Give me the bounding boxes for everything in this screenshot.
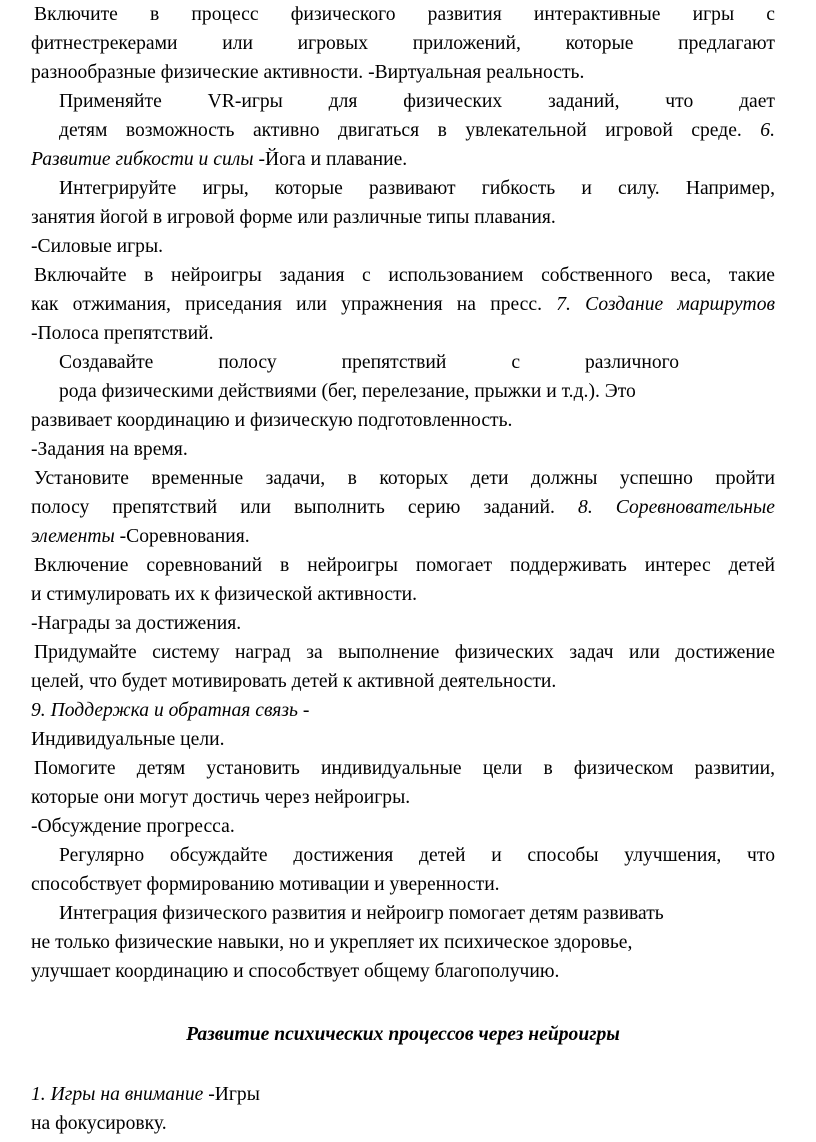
text-line	[34, 464, 775, 493]
text-segment: Включите в процесс физического развития интерактивные игры с	[34, 4, 775, 25]
text-segment: -Обсуждение прогресса.	[31, 816, 235, 837]
text-segment: Придумайте систему наград за выполнение физических задач или достижение	[34, 642, 775, 663]
text-line	[31, 1109, 775, 1138]
text-segment: занятия йогой в игровой форме или различные типы плавания.	[31, 207, 556, 228]
text-segment: -Соревнования.	[114, 526, 250, 547]
text-segment: на фокусировку.	[31, 1113, 167, 1134]
text-line	[31, 203, 775, 232]
text-segment: -Силовые игры.	[31, 236, 164, 257]
text-line	[59, 348, 679, 377]
italic-text: 8. Соревновательные	[578, 497, 775, 518]
text-segment: Интеграция физического развития и нейроигр помогает детям развивать	[59, 903, 664, 924]
text-segment: Включение соревнований в нейроигры помогает поддерживать интерес детей	[34, 555, 775, 576]
text-line	[31, 493, 775, 522]
text-segment: улучшает координацию и способствует общему благополучию.	[31, 961, 560, 982]
text-line	[59, 87, 775, 116]
italic-text: 7. Создание маршрутов	[556, 294, 775, 315]
text-segment: Регулярно обсуждайте достижения детей и способы улучшения, что	[59, 845, 775, 866]
text-segment: и стимулировать их к физической активности.	[31, 584, 418, 605]
text-line	[31, 406, 775, 435]
text-line	[31, 725, 775, 754]
text-line	[31, 580, 775, 609]
text-line	[31, 957, 775, 986]
text-line	[31, 232, 775, 261]
text-segment: -Йога и плавание.	[253, 149, 408, 170]
text-segment: способствует формированию мотивации и уверенности.	[31, 874, 500, 895]
heading-text: Развитие психических процессов через нейроигры	[186, 1024, 620, 1045]
text-segment: разнообразные физические активности. -Виртуальная реальность.	[31, 62, 585, 83]
text-segment: -Задания на время.	[31, 439, 188, 460]
text-line	[31, 667, 775, 696]
text-segment: полосу препятствий или выполнить серию заданий.	[31, 497, 579, 518]
text-line	[34, 0, 775, 29]
text-line	[31, 928, 775, 957]
italic-text: Развитие гибкости и силы	[31, 149, 254, 170]
text-line	[31, 319, 775, 348]
italic-text: 9. Поддержка и обратная связь -	[31, 700, 310, 721]
section-heading	[31, 1020, 775, 1049]
text-segment: фитнестрекерами или игровых приложений, которые предлагают	[31, 33, 775, 54]
text-line	[31, 58, 775, 87]
text-line	[31, 812, 775, 841]
text-line	[34, 638, 775, 667]
text-line	[31, 783, 775, 812]
text-segment: Применяйте VR-игры для физических заданий, что дает	[59, 91, 775, 112]
text-segment: рода физическими действиями (бег, перелезание, прыжки и т.д.). Это	[59, 381, 636, 402]
italic-text: элементы	[31, 526, 115, 547]
text-line	[31, 145, 775, 174]
text-segment: развивает координацию и физическую подготовленность.	[31, 410, 513, 431]
text-segment: Включайте в нейроигры задания с использованием собственного веса, такие	[34, 265, 775, 286]
text-segment: Индивидуальные цели.	[31, 729, 225, 750]
text-line	[34, 754, 775, 783]
text-segment: детям возможность активно двигаться в увлекательной игровой среде.	[59, 120, 761, 141]
text-line	[31, 696, 775, 725]
text-line	[59, 116, 775, 145]
italic-text: 1. Игры на внимание	[31, 1084, 204, 1105]
text-line	[34, 261, 775, 290]
text-line	[31, 870, 775, 899]
text-segment: -Игры	[203, 1084, 260, 1105]
text-line	[34, 551, 775, 580]
text-line	[31, 29, 775, 58]
text-line	[31, 290, 775, 319]
text-segment: -Награды за достижения.	[31, 613, 242, 634]
text-segment: Помогите детям установить индивидуальные цели в физическом развитии,	[34, 758, 775, 779]
text-segment: целей, что будет мотивировать детей к активной деятельности.	[31, 671, 557, 692]
text-line	[31, 1080, 775, 1109]
text-segment: Создавайте полосу препятствий с различного	[59, 352, 679, 373]
text-segment: не только физические навыки, но и укрепляет их психическое здоровье,	[31, 932, 633, 953]
text-line	[59, 841, 775, 870]
text-line	[31, 435, 775, 464]
text-segment: как отжимания, приседания или упражнения на пресс.	[31, 294, 557, 315]
text-line	[59, 377, 775, 406]
text-segment: Интегрируйте игры, которые развивают гибкость и силу. Например,	[59, 178, 775, 199]
text-line	[59, 174, 775, 203]
text-line	[59, 899, 775, 928]
text-line	[31, 609, 775, 638]
text-segment: которые они могут достичь через нейроигры.	[31, 787, 411, 808]
italic-text: 6.	[760, 120, 775, 141]
text-line	[31, 522, 775, 551]
text-segment: -Полоса препятствий.	[31, 323, 214, 344]
text-segment: Установите временные задачи, в которых дети должны успешно пройти	[34, 468, 775, 489]
